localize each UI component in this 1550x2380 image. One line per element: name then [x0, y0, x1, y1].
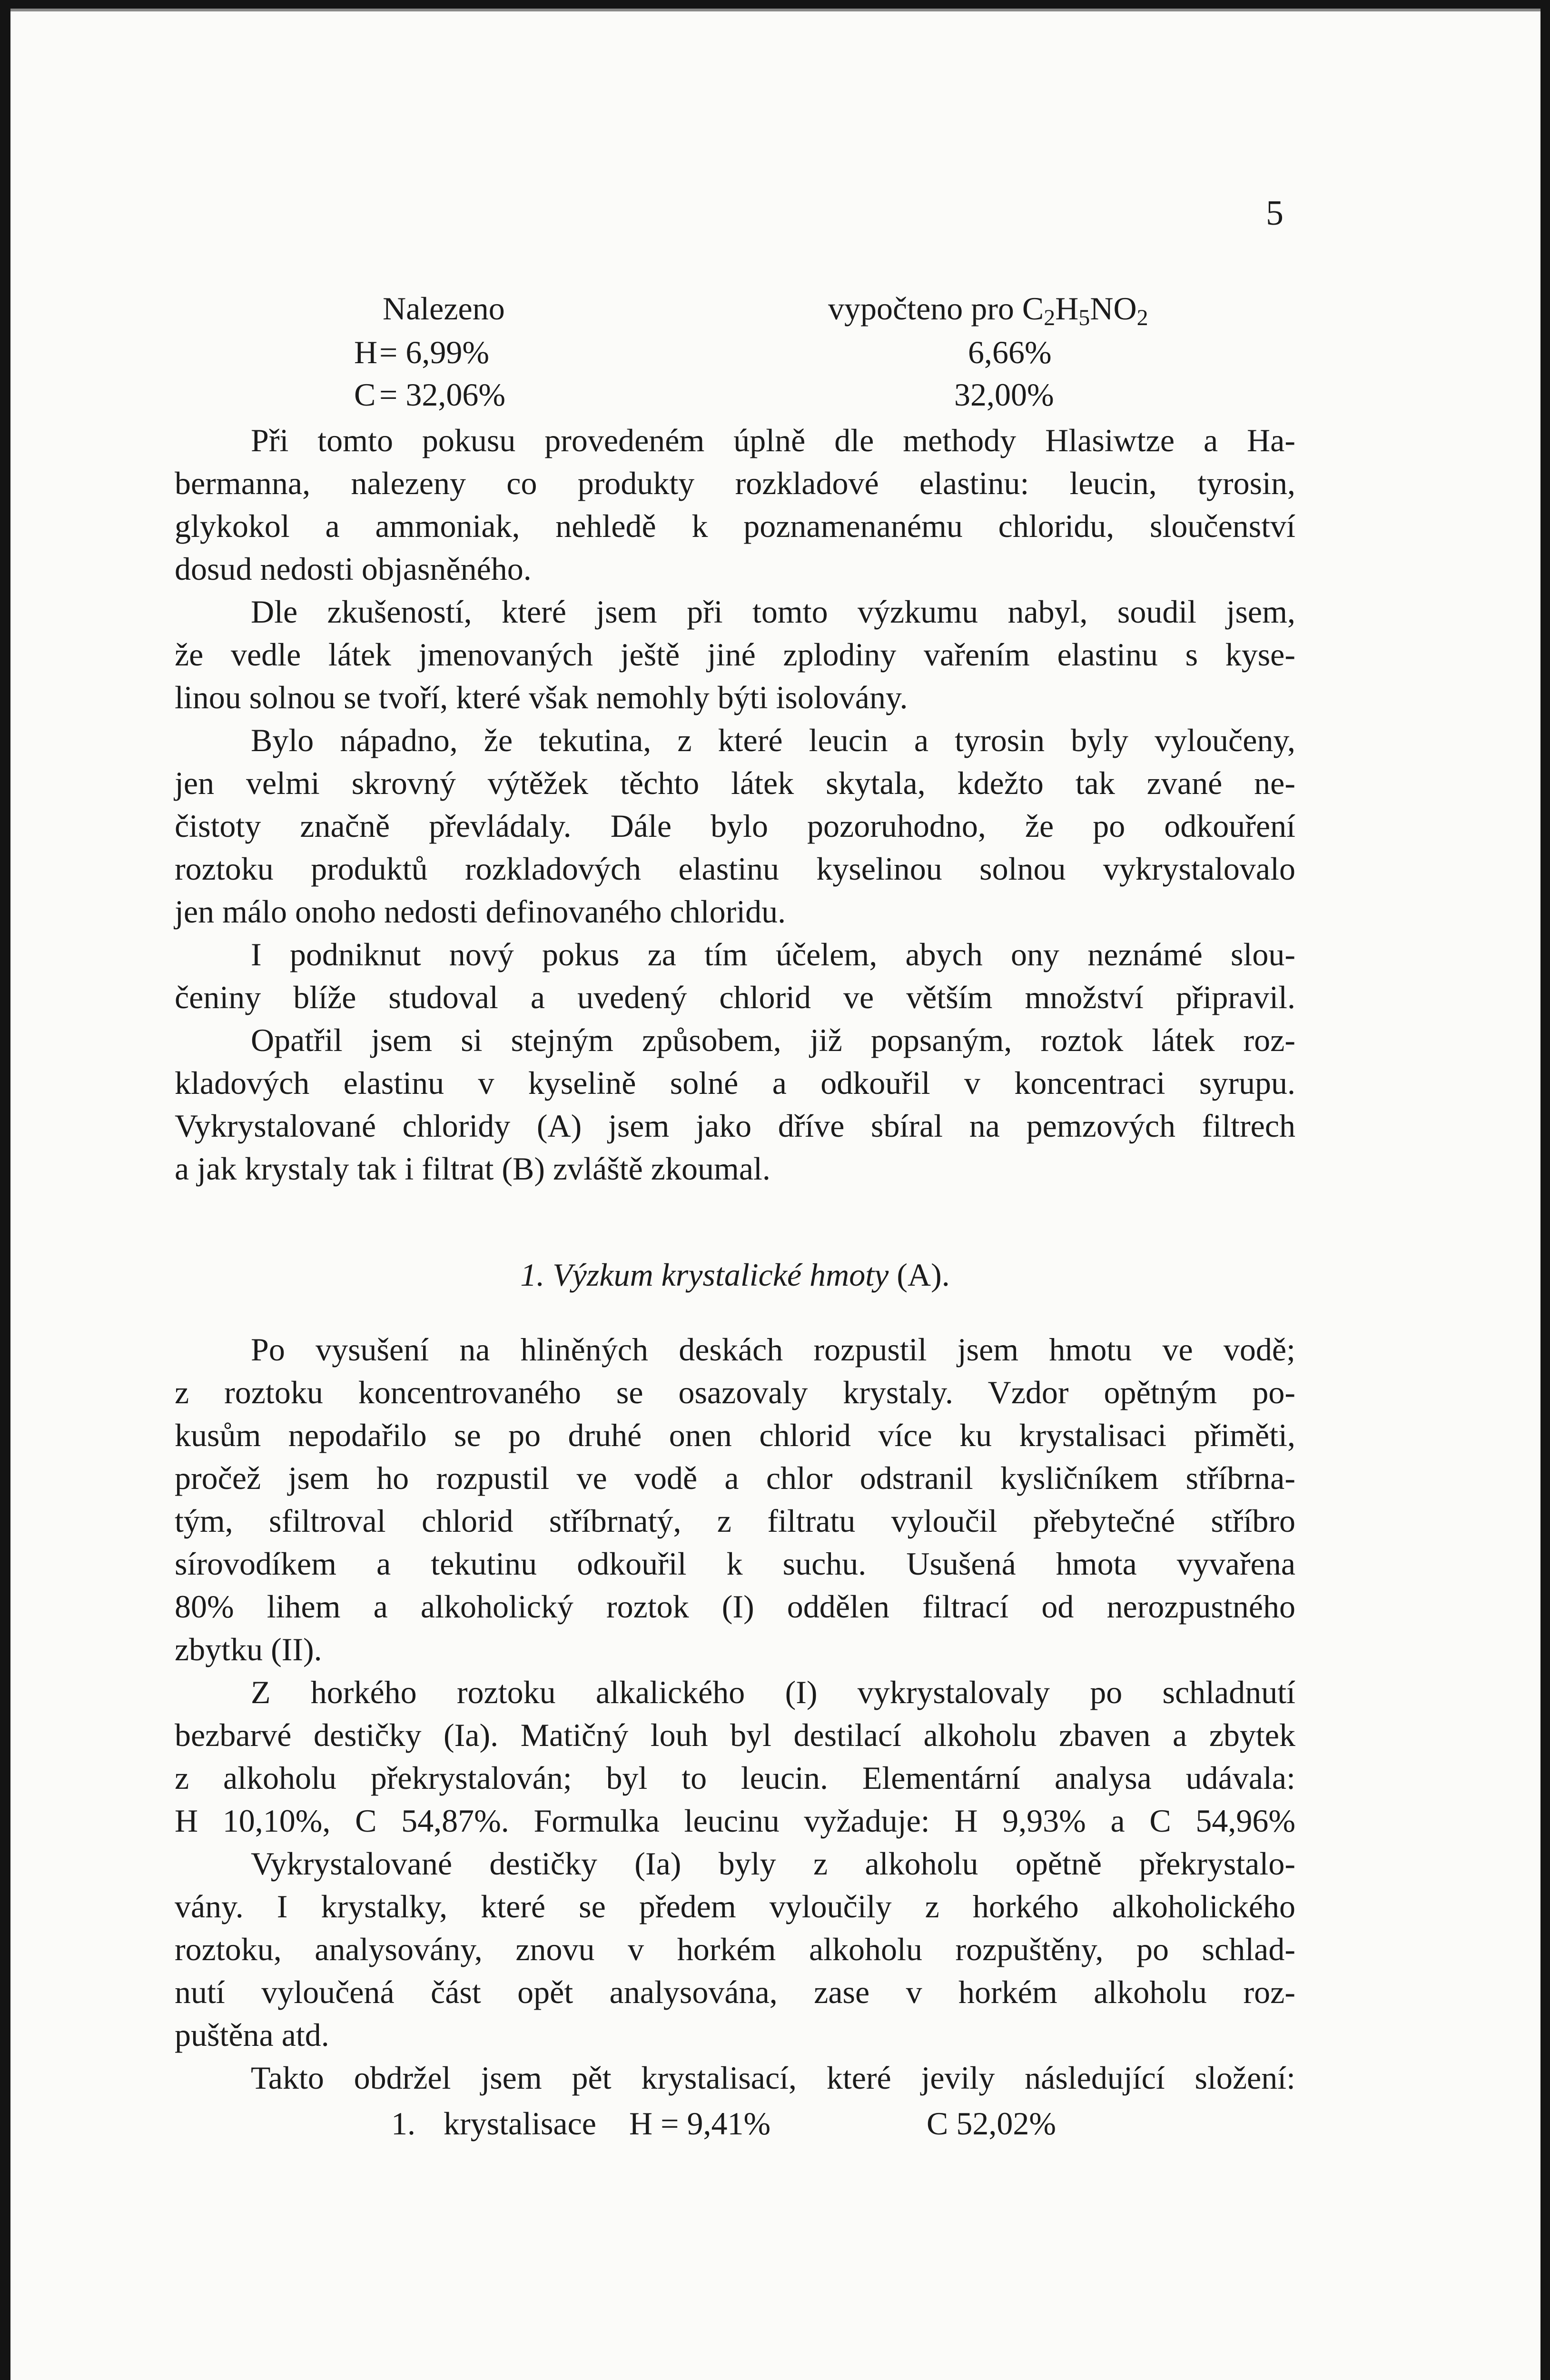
text-line: z alkoholu překrystalován; byl to leucin. Elementární analysa udávala: — [175, 1760, 1295, 1796]
text-line: bermanna, nalezeny co produkty rozkladové elastinu: leucin, tyrosin, — [175, 465, 1295, 501]
crystallization-h: H = 9,41% — [629, 2105, 771, 2142]
row-h-element: H — [354, 334, 378, 370]
text-line: bezbarvé destičky (Ia). Matičný louh byl destilací alkoholu zbaven a zbytek — [175, 1717, 1295, 1753]
text-line: tým, sfiltroval chlorid stříbrnatý, z filtratu vyloučil přebytečné stříbro — [175, 1503, 1295, 1539]
row-c-element: C — [354, 377, 376, 413]
text-line: H 10,10%, C 54,87%. Formulka leucinu vyžaduje: H 9,93% a C 54,96% — [175, 1803, 1295, 1839]
text-line: čistoty značně převládaly. Dále bylo pozoruhodno, že po odkouření — [175, 808, 1295, 844]
row-h-found: = 6,99% — [379, 334, 489, 370]
text-line: puštěna atd. — [175, 2017, 329, 2053]
text-line: Dle zkušeností, které jsem při tomto výzkumu nabyl, soudil jsem, — [251, 594, 1295, 630]
text-line: jen velmi skrovný výtěžek těchto látek skytala, kdežto tak zvané ne- — [175, 765, 1295, 801]
text-line: čeniny blíže studoval a uvedený chlorid ve větším množství připravil. — [175, 979, 1295, 1015]
section-suffix: (A). — [897, 1257, 950, 1293]
text-line: vány. I krystalky, které se předem vyloučily z horkého alkoholického — [175, 1888, 1295, 1924]
text-line: kusům nepodařilo se po druhé onen chlorid více ku krystalisaci přiměti, — [175, 1417, 1295, 1453]
text-line: zbytku (II). — [175, 1631, 322, 1667]
text-line: kladových elastinu v kyselině solné a odkouřil v koncentraci syrupu. — [175, 1065, 1295, 1101]
text-line: jen málo onoho nedosti definovaného chloridu. — [175, 893, 786, 930]
text-line: I podniknut nový pokus za tím účelem, abych ony neznámé slou- — [251, 936, 1295, 972]
text-line: sírovodíkem a tekutinu odkouřil k suchu. Usušená hmota vyvařena — [175, 1546, 1295, 1582]
text-line: dosud nedosti objasněného. — [175, 551, 532, 587]
text-line: nutí vyloučená část opět analysována, zase v horkém alkoholu roz- — [175, 1974, 1295, 2010]
row-c-calc: 32,00% — [954, 377, 1054, 413]
text-line: pročež jsem ho rozpustil ve vodě a chlor odstranil kysličníkem stříbrna- — [175, 1460, 1295, 1496]
scan-edge — [10, 9, 1540, 11]
page-number: 5 — [1266, 194, 1283, 233]
text-line: z roztoku koncentrovaného se osazovaly krystaly. Vzdor opětným po- — [175, 1374, 1295, 1410]
text-line: roztoku produktů rozkladových elastinu kyselinou solnou vykrystalovalo — [175, 851, 1295, 887]
text-line: Opatřil jsem si stejným způsobem, již popsaným, roztok látek roz- — [251, 1022, 1295, 1058]
crystallization-number: 1. — [391, 2105, 415, 2142]
text-line: a jak krystaly tak i filtrat (B) zvláště zkoumal. — [175, 1150, 770, 1187]
text-line: Bylo nápadno, že tekutina, z které leucin a tyrosin byly vyloučeny, — [251, 722, 1295, 758]
text-line: roztoku, analysovány, znovu v horkém alkoholu rozpuštěny, po schlad- — [175, 1931, 1295, 1967]
row-h-calc: 6,66% — [968, 334, 1052, 370]
section-title: Výzkum krystalické hmoty — [553, 1257, 889, 1293]
section-heading — [175, 1253, 1295, 1296]
text-line: Vykrystalované chloridy (A) jsem jako dříve sbíral na pemzových filtrech — [175, 1108, 1295, 1144]
section-number: 1. — [520, 1257, 545, 1293]
text-line: glykokol a ammoniak, nehledě k poznamenanému chloridu, sloučenství — [175, 508, 1295, 544]
text-line: Takto obdržel jsem pět krystalisací, které jevily následující složení: — [251, 2060, 1295, 2096]
calc-label-text: vypočteno pro — [828, 290, 1014, 327]
text-line: Po vysušení na hliněných deskách rozpustil jsem hmotu ve vodě; — [251, 1331, 1295, 1368]
text-line: linou solnou se tvoří, které však nemohly býti isolovány. — [175, 679, 908, 715]
row-c-found: = 32,06% — [379, 377, 505, 413]
text-line: Vykrystalované destičky (Ia) byly z alkoholu opětně překrystalo- — [251, 1845, 1295, 1882]
text-line: Z horkého roztoku alkalického (I) vykrystalovaly po schladnutí — [251, 1674, 1295, 1710]
found-label: Nalezeno — [383, 290, 505, 327]
document-page — [10, 9, 1540, 2380]
text-line: Při tomto pokusu provedeném úplně dle methody Hlasiwtze a Ha- — [251, 422, 1295, 458]
crystallization-label: krystalisace — [444, 2105, 596, 2142]
formula: $C_2H_5NO_2$ — [1022, 290, 1148, 330]
crystallization-c: C 52,02% — [927, 2105, 1056, 2142]
text-line: 80% lihem a alkoholický roztok (I) oddělen filtrací od nerozpustného — [175, 1588, 1295, 1625]
text-line: že vedle látek jmenovaných ještě jiné zplodiny vařením elastinu s kyse- — [175, 636, 1295, 673]
